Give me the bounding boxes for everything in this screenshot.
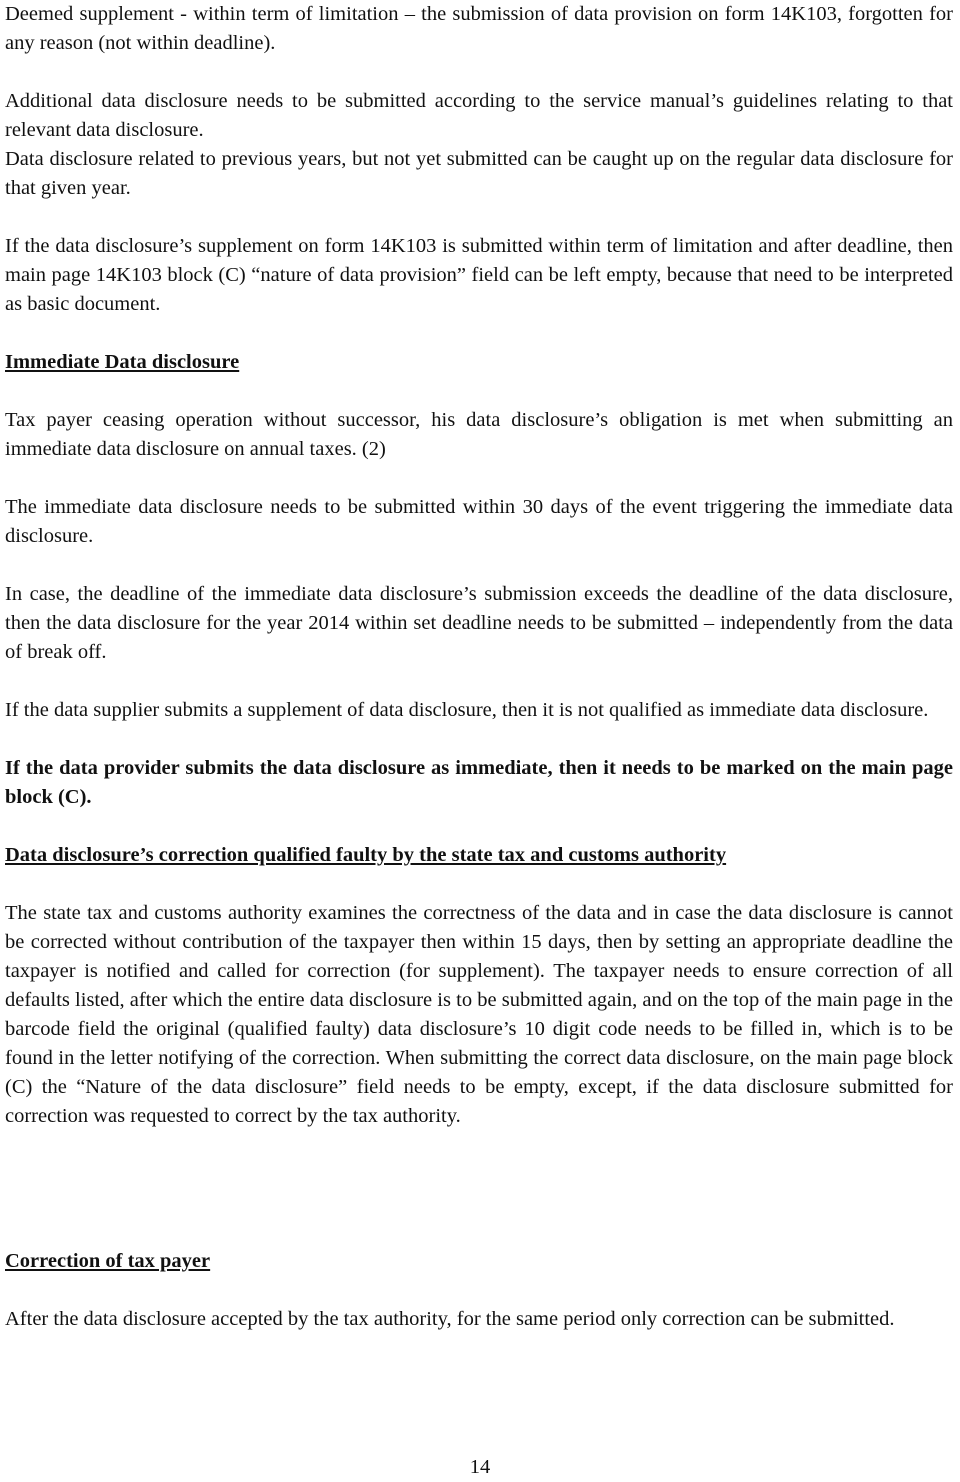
page-number: 14 [469, 1456, 491, 1478]
spacer [5, 812, 953, 841]
paragraph-supplier-supplement: If the data supplier submits a supplement of data disclosure, then it is not qualified as immediate data disclosure. [5, 699, 929, 721]
paragraph-deadline-exceeds: In case, the deadline of the immediate data disclosure’s submission exceeds the deadline of the data disclosure, then the data disclosure for the year 2014 within set deadline needs to be submitted – independently from the data of break off. [5, 583, 953, 663]
spacer [5, 1131, 953, 1160]
paragraph-additional-disclosure: Additional data disclosure needs to be submitted according to the service manual’s guidelines relating to that relevant data disclosure. [5, 90, 953, 141]
spacer [5, 551, 953, 580]
spacer [5, 1218, 953, 1247]
spacer [5, 1160, 953, 1189]
spacer [5, 870, 953, 899]
heading-faulty-correction: Data disclosure’s correction qualified faulty by the state tax and customs authority [5, 844, 727, 866]
paragraph-previous-years: Data disclosure related to previous years, but not yet submitted can be caught up on the regular data disclosure for that given year. [5, 148, 953, 199]
heading-immediate-disclosure: Immediate Data disclosure [5, 351, 240, 373]
spacer [5, 58, 953, 87]
document-body [5, 0, 953, 1334]
paragraph-supplement-form: If the data disclosure’s supplement on form 14K103 is submitted within term of limitation and after deadline, then main page 14K103 block (C) “nature of data provision” field can be left empty, because that need to be interpreted as basic document. [5, 235, 953, 315]
paragraph-ceasing-operation: Tax payer ceasing operation without successor, his data disclosure’s obligation is met when submitting an immediate data disclosure on annual taxes. (2) [5, 409, 953, 460]
spacer [5, 377, 953, 406]
paragraph-authority-examines: The state tax and customs authority examines the correctness of the data and in case the data disclosure is cannot be corrected without contribution of the taxpayer then within 15 days, then by setting an appropriate deadline the taxpayer is notified and called for correction (for supplement). The taxpayer needs to ensure correction of all defaults listed, after which the entire data disclosure is to be submitted again, and on the top of the main page in the barcode field the original (qualified faulty) data disclosure’s 10 digit code needs to be filled in, which is to be found in the letter notifying of the correction. When submitting the correct data disclosure, on the main page block (C) the “Nature of the data disclosure” field needs to be empty, except, if the data disclosure submitted for correction was requested to correct by the tax authority. [5, 902, 953, 1127]
spacer [5, 1276, 953, 1305]
paragraph-accepted-disclosure: After the data disclosure accepted by the tax authority, for the same period only correction can be submitted. [5, 1308, 895, 1330]
spacer [5, 464, 953, 493]
spacer [5, 725, 953, 754]
heading-taxpayer-correction: Correction of tax payer [5, 1250, 211, 1272]
spacer [5, 319, 953, 348]
spacer [5, 203, 953, 232]
paragraph-deemed-supplement: Deemed supplement - within term of limitation – the submission of data provision on form 14K103, forgotten for any reason (not within deadline). [5, 3, 953, 54]
paragraph-mark-block-c: If the data provider submits the data disclosure as immediate, then it needs to be marked on the main page block (C). [5, 757, 953, 808]
spacer [5, 1189, 953, 1218]
paragraph-30-days: The immediate data disclosure needs to be submitted within 30 days of the event triggering the immediate data disclosure. [5, 496, 953, 547]
spacer [5, 667, 953, 696]
